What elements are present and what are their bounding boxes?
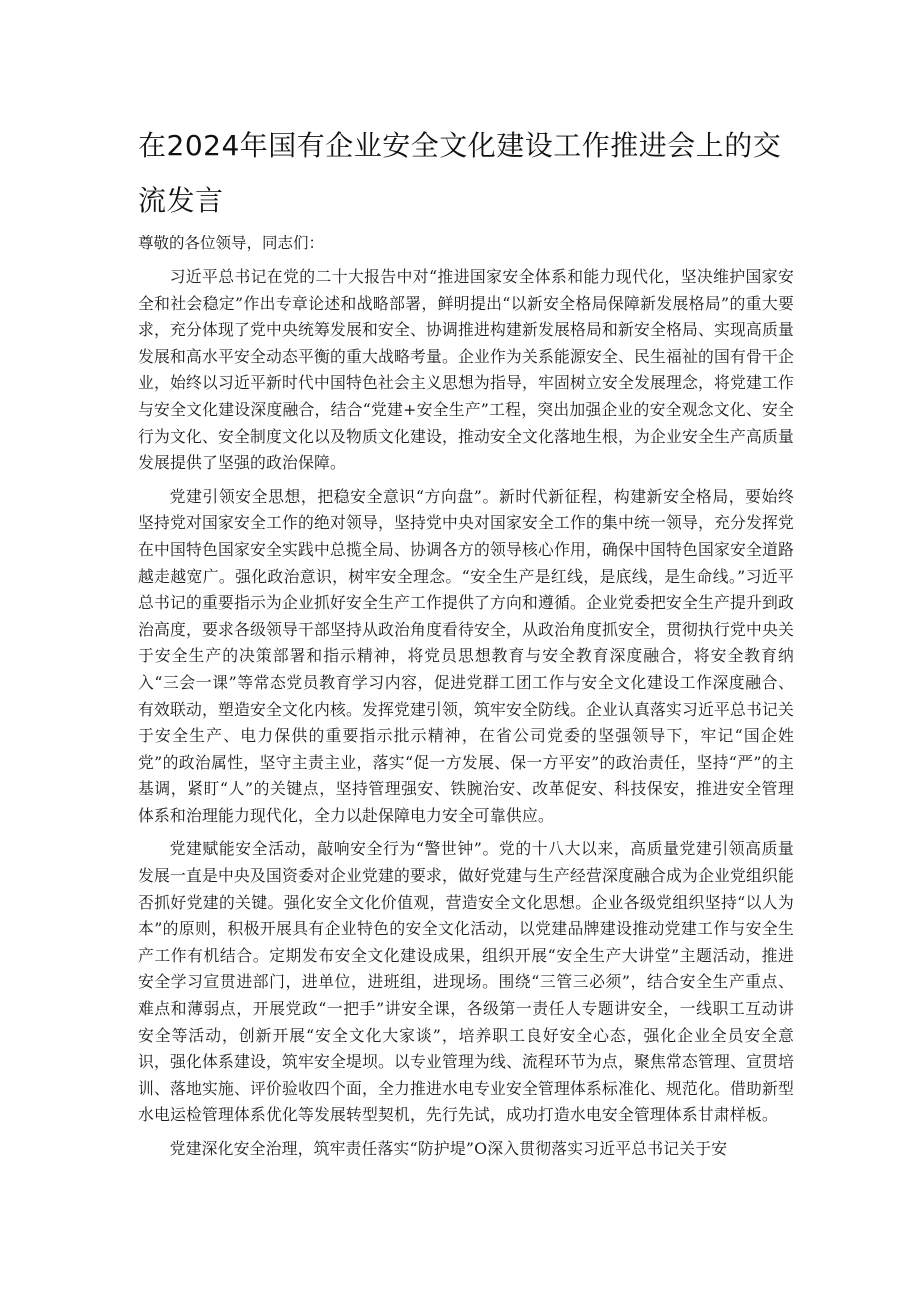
paragraph-intro: 习近平总书记在党的二十大报告中对“推进国家安全体系和能力现代化，坚决维护国家安全和社会稳定”作出专章论述和战略部署，鲜明提出“以新安全格局保障新发展格局”的重大要求，充分体现了党中央统筹发展和安全、协调推进构建新发展格局和新安全格局、实现高质量发展和高水平安全动态平衡的重大战略考量。企业作为关系能源安全、民生福祉的国有骨干企业，始终以习近平新时代中国特色社会主义思想为指导，牢固树立安全发展理念，将党建工作与安全文化建设深度融合，结合“党建+安全生产”工程，突出加强企业的安全观念文化、安全行为文化、安全制度文化以及物质文化建设，推动安全文化落地生根，为企业安全生产高质量发展提供了坚强的政治保障。 [138,267,794,473]
document-body [138,264,794,1170]
paragraph-safety-thought: 党建引领安全思想，把稳安全意识“方向盘”。新时代新征程，构建新安全格局，要始终坚持党对国家安全工作的绝对领导，坚持党中央对国家安全工作的集中统一领导，充分发挥党在中国特色国家安全实践中总揽全局、协调各方的领导核心作用，确保中国特色国家安全道路越走越宽广。强化政治意识，树牢安全理念。“安全生产是红线，是底线，是生命线。”习近平总书记的重要指示为企业抓好安全生产工作提供了方向和遵循。企业党委把安全生产提升到政治高度，要求各级领导干部坚持从政治角度看待安全，从政治角度抓安全，贯彻执行党中央关于安全生产的决策部署和指示精神，将党员思想教育与安全教育深度融合，将安全教育纳入“三会一课”等常态党员教育学习内容，促进党群工团工作与安全文化建设工作深度融合、有效联动，塑造安全文化内核。发挥党建引领，筑牢安全防线。企业认真落实习近平总书记关于安全生产、电力保供的重要指示批示精神，在省公司党委的坚强领导下，牢记“国企姓党”的政治属性，坚守主责主业，落实“促一方发展、保一方平安”的政治责任，坚持“严”的主基调，紧盯“人”的关键点，坚持管理强安、铁腕治安、改革促安、科技保安，推进安全管理体系和治理能力现代化，全力以赴保障电力安全可靠供应。 [138,486,794,825]
paragraph-safety-governance: 党建深化安全治理，筑牢责任落实“防护堤”O深入贯彻落实习近平总书记关于安 [169,1139,728,1158]
paragraph-safety-activity: 党建赋能安全活动，敲响安全行为“警世钟”。党的十八大以来，高质量党建引领高质量发展一直是中央及国资委对企业党建的要求，做好党建与生产经营深度融合成为企业党组织能否抓好党建的关键。强化安全文化价值观，营造安全文化思想。企业各级党组织坚持“以人为本”的原则，积极开展具有企业特色的安全文化活动，以党建品牌建设推动党建工作与安全生产工作有机结合。定期发布安全文化建设成果，组织开展“安全生产大讲堂”主题活动，推进安全学习宣贯进部门，进单位，进班组，进现场。围绕“三管三必须”，结合安全生产重点、难点和薄弱点，开展党政“一把手”讲安全课，各级第一责任人专题讲安全，一线职工互动讲安全等活动，创新开展“安全文化大家谈”，培养职工良好安全心态，强化企业全员安全意识，强化体系建设，筑牢安全堤坝。以专业管理为线、流程环节为点，聚焦常态管理、宣贯培训、落地实施、评价验收四个面，全力推进水电专业安全管理体系标准化、规范化。借助新型水电运检管理体系优化等发展转型契机，先行先试，成功打造水电安全管理体系甘肃样板。 [138,839,794,1125]
salutation: 尊敬的各位领导，同志们： [138,234,325,252]
document-title: 在2024年国有企业安全文化建设工作推进会上的交流发言 [138,129,782,217]
